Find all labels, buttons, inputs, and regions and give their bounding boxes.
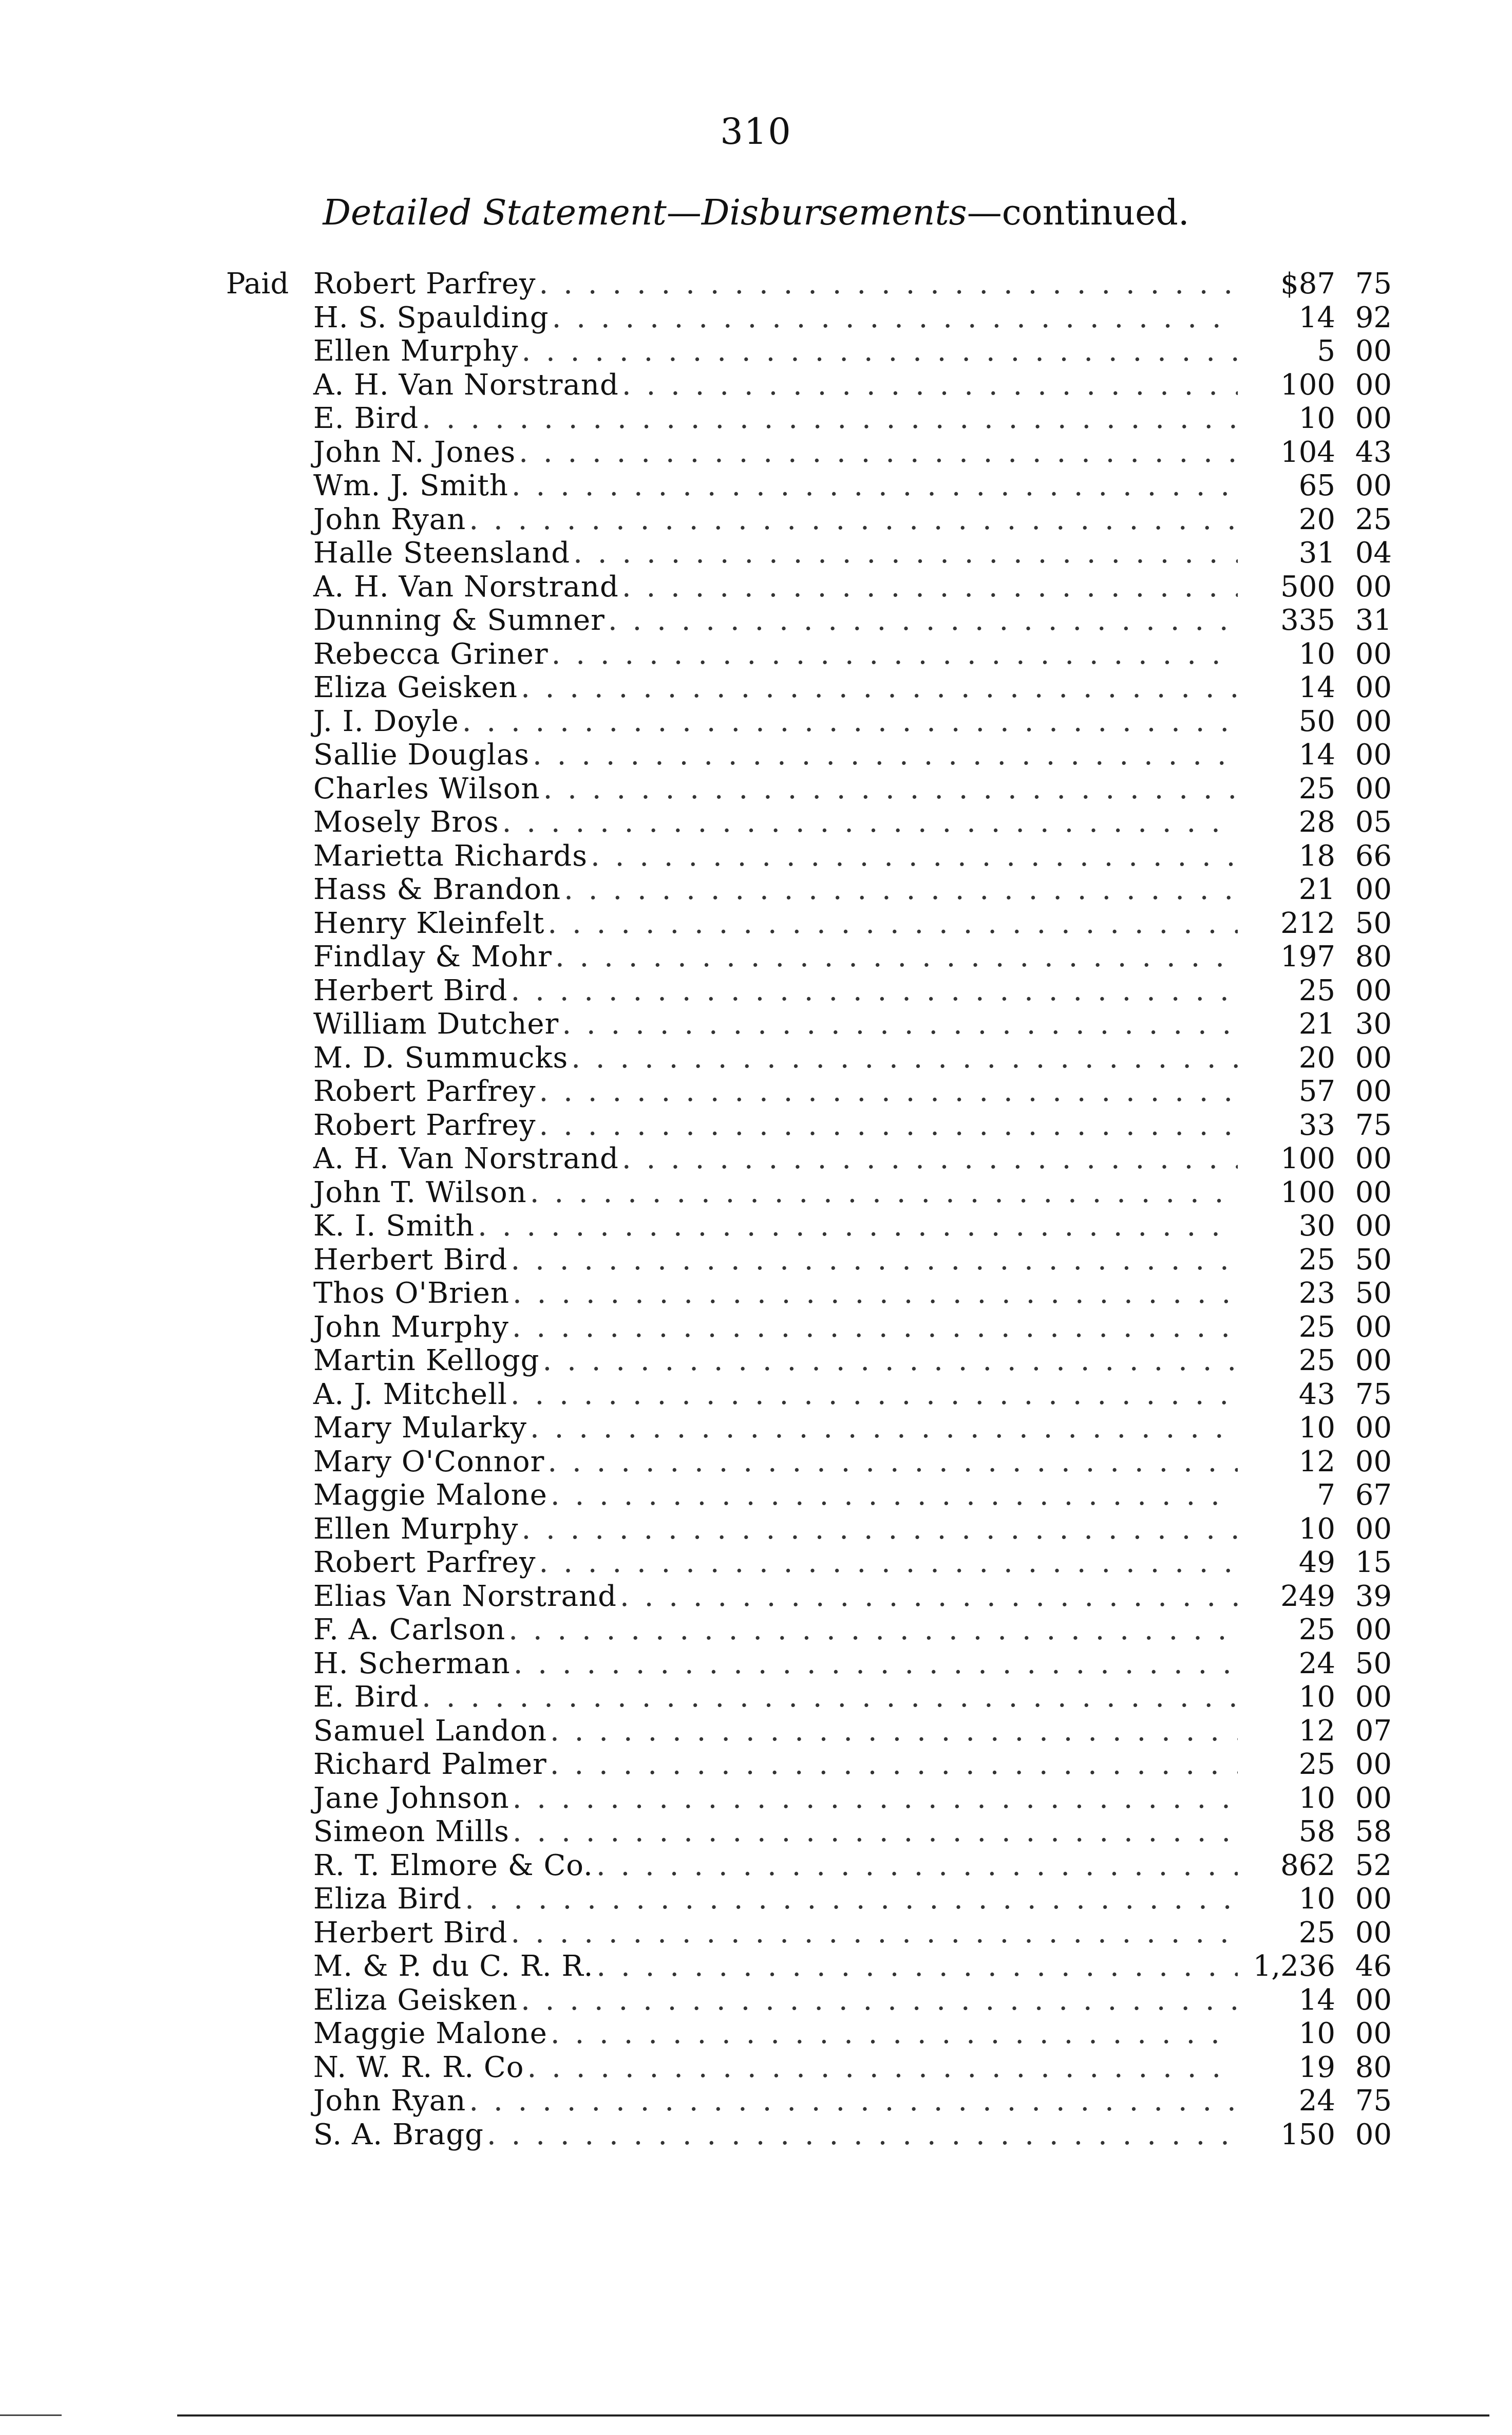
disbursement-row xyxy=(226,1445,1392,1479)
payee-name: Robert Parfrey xyxy=(313,1546,536,1579)
amount-dollars: 100 xyxy=(1280,368,1335,402)
amount-dollars: 50 xyxy=(1298,704,1335,738)
disbursement-row xyxy=(226,1882,1392,1916)
amount-cents: 00 xyxy=(1355,1209,1392,1243)
amount-dollars: 10 xyxy=(1298,1882,1335,1916)
amount-cents: 00 xyxy=(1355,671,1392,704)
dot-leader xyxy=(550,1748,1238,1782)
amount-dollars: 10 xyxy=(1298,1680,1335,1714)
amount-cents: 75 xyxy=(1355,1108,1392,1142)
amount-cents: 00 xyxy=(1355,1748,1392,1781)
disbursement-row xyxy=(226,806,1392,839)
dot-leader xyxy=(513,1782,1238,1815)
disbursement-row xyxy=(226,1950,1392,1983)
amount-cents: 30 xyxy=(1355,1007,1392,1041)
disbursement-row xyxy=(226,1714,1392,1748)
disbursement-row xyxy=(226,1007,1392,1041)
dot-leader xyxy=(620,1580,1238,1614)
disbursement-row xyxy=(226,604,1392,638)
payee-name: Eliza Geisken xyxy=(313,1983,518,2017)
disbursement-row xyxy=(226,671,1392,705)
disbursement-row xyxy=(226,1815,1392,1849)
dot-leader xyxy=(596,1849,1238,1883)
disbursement-row xyxy=(226,402,1392,436)
amount-dollars: 10 xyxy=(1298,1781,1335,1815)
amount-cents: 00 xyxy=(1355,402,1392,435)
payee-name: Mary Mularky xyxy=(313,1411,527,1445)
disbursement-row xyxy=(226,1580,1392,1614)
payee-name: Jane Johnson xyxy=(313,1781,509,1815)
amount-dollars: 20 xyxy=(1298,502,1335,536)
dot-leader xyxy=(511,974,1238,1008)
payee-name: M. D. Summucks xyxy=(313,1041,569,1075)
dot-leader xyxy=(539,1109,1238,1142)
amount-dollars: 212 xyxy=(1280,906,1335,940)
amount-cents: 15 xyxy=(1355,1546,1392,1579)
amount-dollars: 21 xyxy=(1298,1007,1335,1041)
payee-name: H. Scherman xyxy=(313,1646,511,1680)
payee-name: Maggie Malone xyxy=(313,1478,547,1512)
amount-dollars: 10 xyxy=(1298,402,1335,435)
dot-leader xyxy=(527,2051,1238,2085)
amount-dollars: 150 xyxy=(1280,2118,1335,2151)
amount-dollars: 19 xyxy=(1298,2050,1335,2084)
dot-leader xyxy=(502,806,1238,839)
payee-name: John Murphy xyxy=(313,1310,509,1344)
amount-dollars: 24 xyxy=(1298,1646,1335,1680)
amount-cents: 00 xyxy=(1355,1512,1392,1546)
disbursement-row xyxy=(226,1680,1392,1714)
payee-name: F. A. Carlson xyxy=(313,1613,506,1646)
amount-cents: 00 xyxy=(1355,1781,1392,1815)
amount-cents: 04 xyxy=(1355,536,1392,570)
amount-cents: 43 xyxy=(1355,435,1392,469)
dot-leader xyxy=(513,1277,1238,1310)
amount-cents: 50 xyxy=(1355,1646,1392,1680)
disbursement-row xyxy=(226,638,1392,671)
disbursement-row xyxy=(226,1176,1392,1210)
amount-cents: 50 xyxy=(1355,906,1392,940)
dot-leader xyxy=(422,402,1238,436)
dot-leader xyxy=(487,2118,1238,2152)
dot-leader xyxy=(511,1916,1238,1950)
disbursement-row xyxy=(226,1512,1392,1546)
disbursement-row xyxy=(226,436,1392,470)
amount-dollars: 10 xyxy=(1298,2017,1335,2050)
payee-name: N. W. R. R. Co xyxy=(313,2050,524,2084)
payee-name: John Ryan xyxy=(313,502,466,536)
dot-leader xyxy=(622,368,1238,402)
disbursement-row xyxy=(226,368,1392,402)
disbursement-row xyxy=(226,907,1392,941)
dot-leader xyxy=(550,1714,1238,1748)
amount-cents: 39 xyxy=(1355,1579,1392,1613)
amount-dollars: 65 xyxy=(1298,469,1335,502)
dot-leader xyxy=(465,1882,1238,1916)
amount-dollars: 249 xyxy=(1280,1579,1335,1613)
disbursement-row xyxy=(226,2084,1392,2118)
dot-leader xyxy=(519,436,1238,470)
amount-dollars: 18 xyxy=(1298,839,1335,873)
payee-name: Dunning & Sumner xyxy=(313,604,605,637)
amount-cents: 00 xyxy=(1355,1445,1392,1478)
payee-name: Robert Parfrey xyxy=(313,1108,536,1142)
amount-cents: 07 xyxy=(1355,1714,1392,1748)
dot-leader xyxy=(533,738,1238,772)
disbursement-row xyxy=(226,2118,1392,2152)
payee-name: R. T. Elmore & Co. xyxy=(313,1848,593,1882)
amount-cents: 00 xyxy=(1355,1142,1392,1175)
payee-name: A. H. Van Norstrand xyxy=(313,1142,619,1175)
disbursement-row xyxy=(226,301,1392,335)
amount-cents: 00 xyxy=(1355,1411,1392,1445)
amount-dollars: 14 xyxy=(1298,671,1335,704)
dot-leader xyxy=(462,705,1238,739)
amount-cents: 67 xyxy=(1355,1478,1392,1512)
payee-name: Hass & Brandon xyxy=(313,873,561,906)
amount-cents: 80 xyxy=(1355,940,1392,973)
dot-leader xyxy=(551,1478,1238,1512)
amount-dollars: 43 xyxy=(1298,1377,1335,1411)
disbursement-row xyxy=(226,1983,1392,2017)
amount-dollars: 25 xyxy=(1298,1344,1335,1377)
payee-name: Sallie Douglas xyxy=(313,738,530,772)
payee-name: Herbert Bird xyxy=(313,1916,508,1950)
disbursement-row xyxy=(226,1277,1392,1310)
amount-dollars: 12 xyxy=(1298,1445,1335,1478)
disbursement-row xyxy=(226,267,1392,301)
amount-cents: 52 xyxy=(1355,1848,1392,1882)
amount-cents: 80 xyxy=(1355,2050,1392,2084)
payee-name: Mary O'Connor xyxy=(313,1445,545,1478)
amount-cents: 50 xyxy=(1355,1277,1392,1310)
payee-name: Eliza Geisken xyxy=(313,671,518,704)
disbursement-row xyxy=(226,940,1392,974)
amount-cents: 00 xyxy=(1355,973,1392,1007)
amount-dollars: 21 xyxy=(1298,873,1335,906)
dot-leader xyxy=(478,1209,1238,1243)
disbursement-row xyxy=(226,1478,1392,1512)
payee-name: Wm. J. Smith xyxy=(313,469,508,502)
disbursement-row xyxy=(226,974,1392,1008)
amount-dollars: 1,236 xyxy=(1253,1950,1335,1983)
dot-leader xyxy=(512,469,1238,503)
payee-name: Maggie Malone xyxy=(313,2017,547,2050)
payee-name: Halle Steensland xyxy=(313,536,571,570)
amount-dollars: 100 xyxy=(1280,1142,1335,1175)
disbursement-row xyxy=(226,334,1392,368)
dot-leader xyxy=(547,907,1238,941)
dot-leader xyxy=(596,1950,1238,1983)
disbursement-row xyxy=(226,1209,1392,1243)
payee-name: Thos O'Brien xyxy=(313,1277,510,1310)
dot-leader xyxy=(422,1680,1238,1714)
amount-cents: 00 xyxy=(1355,1882,1392,1916)
dot-leader xyxy=(511,1243,1238,1277)
amount-dollars: 197 xyxy=(1280,940,1335,973)
dot-leader xyxy=(469,2084,1238,2118)
dot-leader xyxy=(573,536,1238,570)
payee-name: S. A. Bragg xyxy=(313,2118,484,2151)
dot-leader xyxy=(521,671,1238,705)
amount-dollars: 12 xyxy=(1298,1714,1335,1748)
payee-name: John N. Jones xyxy=(313,435,516,469)
amount-cents: 05 xyxy=(1355,806,1392,839)
payee-name: Marietta Richards xyxy=(313,839,588,873)
amount-cents: 75 xyxy=(1355,267,1392,301)
dot-leader xyxy=(513,1815,1238,1849)
amount-cents: 00 xyxy=(1355,738,1392,772)
amount-dollars: 49 xyxy=(1298,1546,1335,1579)
payee-name: Ellen Murphy xyxy=(313,334,519,368)
amount-cents: 00 xyxy=(1355,1680,1392,1714)
dot-leader xyxy=(508,1613,1238,1647)
amount-cents: 00 xyxy=(1355,2017,1392,2050)
amount-cents: 00 xyxy=(1355,1344,1392,1377)
disbursement-row xyxy=(226,1378,1392,1412)
dot-leader xyxy=(622,570,1238,604)
heading-part-continued: continued. xyxy=(1001,193,1189,233)
footer-rule-left xyxy=(0,2414,62,2416)
payee-name: Robert Parfrey xyxy=(313,267,536,301)
page-number: 310 xyxy=(720,110,792,153)
disbursement-row xyxy=(226,1647,1392,1681)
disbursement-row xyxy=(226,1748,1392,1782)
payee-name: K. I. Smith xyxy=(313,1209,475,1243)
amount-dollars: 24 xyxy=(1298,2084,1335,2118)
dot-leader xyxy=(571,1041,1238,1075)
payee-name: Mosely Bros xyxy=(313,806,499,839)
amount-dollars: 33 xyxy=(1298,1108,1335,1142)
dot-leader xyxy=(564,873,1238,907)
amount-dollars: 5 xyxy=(1317,334,1335,368)
amount-dollars: 30 xyxy=(1298,1209,1335,1243)
amount-dollars: 25 xyxy=(1298,1916,1335,1950)
amount-dollars: 25 xyxy=(1298,1748,1335,1781)
amount-cents: 00 xyxy=(1355,368,1392,402)
paid-label: Paid xyxy=(226,267,289,301)
disbursement-row xyxy=(226,1109,1392,1142)
payee-name: Herbert Bird xyxy=(313,1243,508,1277)
payee-name: J. I. Doyle xyxy=(313,704,459,738)
payee-name: A. H. Van Norstrand xyxy=(313,368,619,402)
amount-cents: 00 xyxy=(1355,1310,1392,1344)
dot-leader xyxy=(521,1512,1238,1546)
amount-dollars: 100 xyxy=(1280,1175,1335,1209)
amount-cents: 00 xyxy=(1355,637,1392,671)
amount-cents: 00 xyxy=(1355,469,1392,502)
disbursement-row xyxy=(226,2051,1392,2085)
amount-dollars: 28 xyxy=(1298,806,1335,839)
amount-cents: 00 xyxy=(1355,772,1392,806)
payee-name: A. J. Mitchell xyxy=(313,1377,507,1411)
disbursement-row xyxy=(226,1344,1392,1378)
dot-leader xyxy=(562,1007,1238,1041)
payee-name: Simeon Mills xyxy=(313,1815,509,1848)
amount-cents: 00 xyxy=(1355,704,1392,738)
dot-leader xyxy=(512,1310,1238,1344)
amount-cents: 00 xyxy=(1355,1175,1392,1209)
dot-leader xyxy=(530,1411,1238,1445)
disbursement-row xyxy=(226,1243,1392,1277)
disbursement-row xyxy=(226,469,1392,503)
dot-leader xyxy=(552,638,1238,671)
dot-leader xyxy=(591,839,1238,873)
disbursement-row xyxy=(226,839,1392,873)
footer-rule xyxy=(177,2414,1489,2417)
disbursement-row xyxy=(226,1849,1392,1883)
amount-cents: 00 xyxy=(1355,1075,1392,1108)
amount-cents: 00 xyxy=(1355,1613,1392,1646)
amount-dollars: 25 xyxy=(1298,1613,1335,1646)
payee-name: Rebecca Griner xyxy=(313,637,549,671)
payee-name: Robert Parfrey xyxy=(313,1075,536,1108)
disbursement-row xyxy=(226,1916,1392,1950)
dot-leader xyxy=(555,940,1238,974)
disbursement-row xyxy=(226,503,1392,537)
payee-name: Richard Palmer xyxy=(313,1748,547,1781)
amount-cents: 58 xyxy=(1355,1815,1392,1848)
amount-dollars: 7 xyxy=(1317,1478,1335,1512)
dot-leader xyxy=(469,503,1238,537)
dot-leader xyxy=(539,1075,1238,1109)
amount-cents: 46 xyxy=(1355,1950,1392,1983)
dot-leader xyxy=(622,1142,1238,1176)
heading-part-statement: Detailed Statement xyxy=(323,193,667,233)
payee-name: Henry Kleinfelt xyxy=(313,906,545,940)
amount-dollars: 862 xyxy=(1280,1848,1335,1882)
dot-leader xyxy=(543,772,1238,806)
amount-dollars: 25 xyxy=(1298,772,1335,806)
amount-cents: 00 xyxy=(1355,1041,1392,1075)
payee-name: M. & P. du C. R. R. xyxy=(313,1950,594,1983)
amount-dollars: 57 xyxy=(1298,1075,1335,1108)
amount-cents: 92 xyxy=(1355,301,1392,334)
amount-dollars: 58 xyxy=(1298,1815,1335,1848)
amount-dollars: 10 xyxy=(1298,1512,1335,1546)
dot-leader xyxy=(530,1176,1238,1210)
disbursement-list xyxy=(226,267,1392,2151)
disbursement-row xyxy=(226,1546,1392,1580)
amount-dollars: 31 xyxy=(1298,536,1335,570)
disbursement-row xyxy=(226,772,1392,806)
heading-dash-2: — xyxy=(967,193,1002,233)
amount-dollars: 25 xyxy=(1298,1310,1335,1344)
payee-name: Findlay & Mohr xyxy=(313,940,552,973)
amount-dollars: 20 xyxy=(1298,1041,1335,1075)
amount-cents: 00 xyxy=(1355,570,1392,604)
payee-name: Charles Wilson xyxy=(313,772,540,806)
amount-cents: 50 xyxy=(1355,1243,1392,1277)
amount-dollars: 25 xyxy=(1298,973,1335,1007)
amount-dollars: 14 xyxy=(1298,301,1335,334)
heading-part-disbursements: Disbursements xyxy=(701,193,967,233)
disbursement-row xyxy=(226,536,1392,570)
amount-dollars: 10 xyxy=(1298,637,1335,671)
amount-cents: 75 xyxy=(1355,2084,1392,2118)
page-heading xyxy=(0,193,1512,233)
amount-cents: 00 xyxy=(1355,2118,1392,2151)
amount-cents: 75 xyxy=(1355,1377,1392,1411)
payee-name: E. Bird xyxy=(313,402,419,435)
payee-name: H. S. Spaulding xyxy=(313,301,549,334)
payee-name: John T. Wilson xyxy=(313,1175,527,1209)
amount-cents: 00 xyxy=(1355,873,1392,906)
disbursement-row xyxy=(226,1310,1392,1344)
dot-leader xyxy=(521,1983,1238,2017)
amount-dollars: 23 xyxy=(1298,1277,1335,1310)
payee-name: A. H. Van Norstrand xyxy=(313,570,619,604)
payee-name: Ellen Murphy xyxy=(313,1512,519,1546)
disbursement-row xyxy=(226,1041,1392,1075)
amount-cents: 31 xyxy=(1355,604,1392,637)
disbursement-row xyxy=(226,570,1392,604)
payee-name: Elias Van Norstrand xyxy=(313,1579,617,1613)
dot-leader xyxy=(542,1344,1238,1378)
amount-dollars: 25 xyxy=(1298,1243,1335,1277)
amount-cents: 00 xyxy=(1355,334,1392,368)
dot-leader xyxy=(547,1445,1238,1479)
dot-leader xyxy=(521,334,1238,368)
dot-leader xyxy=(539,267,1238,301)
amount-dollars: 500 xyxy=(1280,570,1335,604)
payee-name: Eliza Bird xyxy=(313,1882,462,1916)
disbursement-row xyxy=(226,1613,1392,1647)
payee-name: Martin Kellogg xyxy=(313,1344,540,1377)
payee-name: Herbert Bird xyxy=(313,973,508,1007)
amount-cents: 25 xyxy=(1355,502,1392,536)
dot-leader xyxy=(539,1546,1238,1580)
disbursement-row xyxy=(226,738,1392,772)
payee-name: John Ryan xyxy=(313,2084,466,2118)
amount-dollars: 14 xyxy=(1298,1983,1335,2017)
disbursement-row xyxy=(226,2017,1392,2051)
amount-cents: 00 xyxy=(1355,1916,1392,1950)
amount-dollars: $87 xyxy=(1280,267,1335,301)
disbursement-row xyxy=(226,1142,1392,1176)
dot-leader xyxy=(608,604,1238,638)
dot-leader xyxy=(552,301,1238,335)
amount-cents: 66 xyxy=(1355,839,1392,873)
amount-dollars: 10 xyxy=(1298,1411,1335,1445)
amount-dollars: 335 xyxy=(1280,604,1335,637)
payee-name: William Dutcher xyxy=(313,1007,559,1041)
heading-dash-1: — xyxy=(666,193,702,233)
disbursement-row xyxy=(226,873,1392,907)
amount-dollars: 104 xyxy=(1280,435,1335,469)
payee-name: E. Bird xyxy=(313,1680,419,1714)
amount-cents: 00 xyxy=(1355,1983,1392,2017)
dot-leader xyxy=(551,2017,1238,2051)
disbursement-row xyxy=(226,1411,1392,1445)
amount-dollars: 14 xyxy=(1298,738,1335,772)
disbursement-row xyxy=(226,1782,1392,1815)
dot-leader xyxy=(514,1647,1238,1681)
payee-name: Samuel Landon xyxy=(313,1714,547,1748)
disbursement-row xyxy=(226,1075,1392,1109)
disbursement-row xyxy=(226,705,1392,739)
dot-leader xyxy=(511,1378,1238,1412)
